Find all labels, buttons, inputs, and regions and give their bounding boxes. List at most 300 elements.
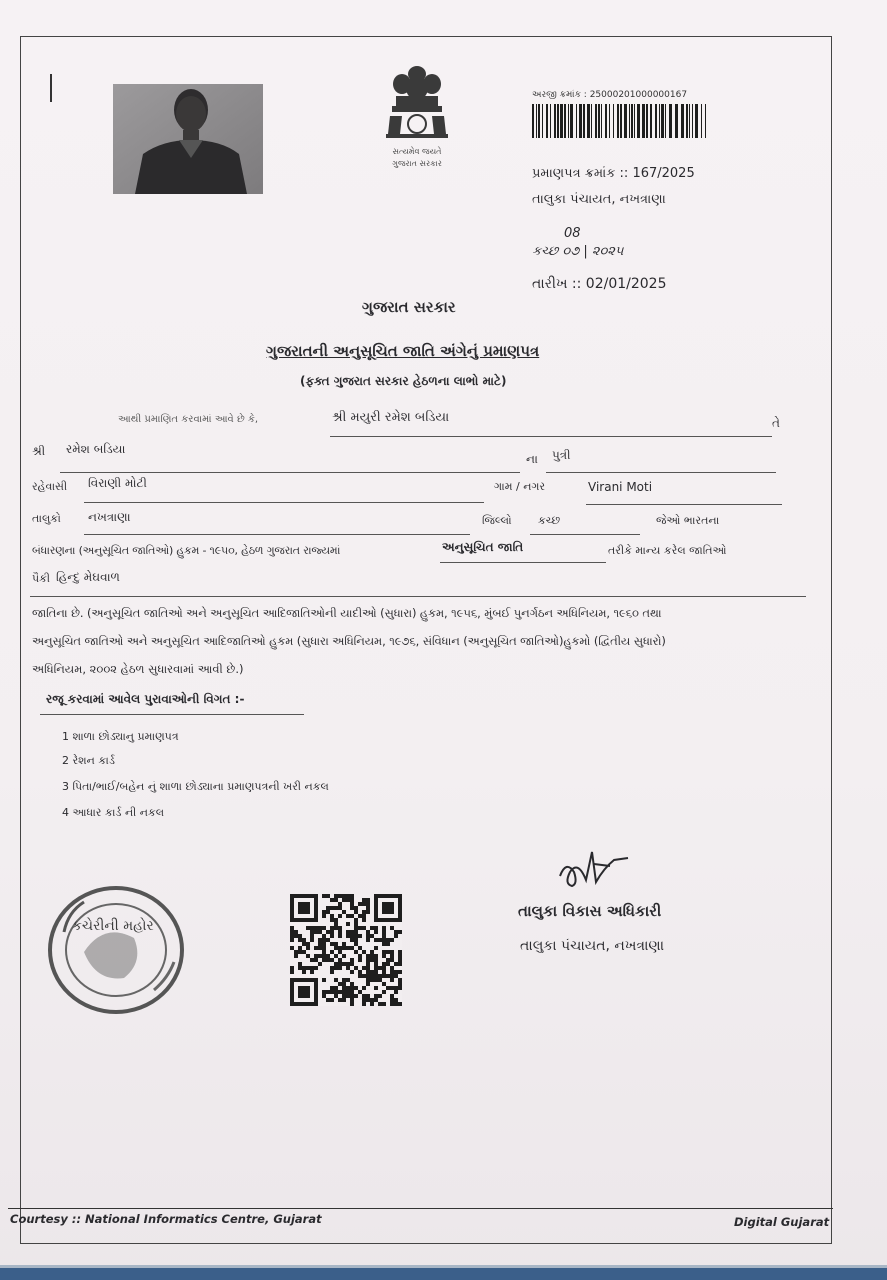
qr-module — [350, 914, 354, 918]
father-underline — [60, 472, 520, 473]
qr-module — [354, 918, 358, 922]
qr-module — [398, 986, 402, 990]
barcode-bar — [560, 104, 563, 138]
qr-module — [338, 926, 342, 930]
qr-module — [370, 970, 374, 974]
qr-module — [382, 950, 386, 954]
qr-module — [366, 898, 370, 902]
qr-module — [354, 922, 358, 926]
qr-module — [302, 942, 306, 946]
barcode-bar — [564, 104, 566, 138]
qr-module — [398, 950, 402, 954]
qr-module — [298, 950, 302, 954]
qr-module — [382, 930, 386, 934]
qr-module — [378, 966, 382, 970]
qr-module — [350, 994, 354, 998]
qr-module — [330, 930, 334, 934]
barcode-bar — [686, 104, 688, 138]
qr-module — [342, 894, 346, 898]
barcode-bar — [669, 104, 672, 138]
qr-module — [330, 934, 334, 938]
qr-module — [370, 950, 374, 954]
qr-module — [358, 990, 362, 994]
gam-label: ગામ / નગર — [494, 480, 546, 493]
qr-module — [382, 938, 386, 942]
qr-module — [334, 990, 338, 994]
qr-module — [330, 926, 334, 930]
qr-module — [398, 978, 402, 982]
qr-module — [374, 998, 378, 1002]
qr-module — [374, 938, 378, 942]
qr-module — [330, 898, 334, 902]
qr-module — [334, 994, 338, 998]
qr-module — [358, 974, 362, 978]
barcode-bar — [675, 104, 678, 138]
qr-module — [334, 954, 338, 958]
qr-module — [346, 934, 350, 938]
applicant-name: શ્રી મયુરી રમેશ બડિયા — [332, 410, 450, 425]
qr-module — [386, 942, 390, 946]
barcode-bar — [595, 104, 597, 138]
taluka-label: તાલુકો — [32, 512, 61, 525]
qr-module — [330, 990, 334, 994]
qr-module — [338, 958, 342, 962]
qr-module — [350, 982, 354, 986]
emblem-caption-govt: ગુજરાત સરકાર — [392, 159, 442, 168]
barcode-bar — [665, 104, 666, 138]
qr-module — [322, 950, 326, 954]
qr-module — [314, 946, 318, 950]
qr-module — [302, 970, 306, 974]
qr-module — [342, 986, 346, 990]
qr-module — [346, 914, 350, 918]
qr-module — [314, 958, 318, 962]
qr-module — [398, 1002, 402, 1006]
qr-module — [374, 966, 378, 970]
qr-module — [290, 934, 294, 938]
qr-module — [370, 934, 374, 938]
barcode-bar — [661, 104, 664, 138]
applicant-photo — [113, 84, 263, 194]
issuing-office: તાલુકા પંચાયત, નખત્રાણા — [532, 192, 666, 207]
qr-module — [350, 902, 354, 906]
qr-module — [342, 954, 346, 958]
qr-module — [330, 950, 334, 954]
qr-module — [330, 958, 334, 962]
qr-module — [342, 946, 346, 950]
qr-module — [350, 930, 354, 934]
qr-module — [326, 910, 330, 914]
qr-module — [350, 934, 354, 938]
qr-module — [334, 966, 338, 970]
qr-module — [354, 966, 358, 970]
qr-module — [330, 970, 334, 974]
qr-module — [350, 906, 354, 910]
qr-module — [330, 918, 334, 922]
qr-module — [390, 966, 394, 970]
barcode-bar — [705, 104, 706, 138]
qr-module — [354, 986, 358, 990]
qr-module — [322, 946, 326, 950]
handwritten-number: કચ્છ ૦૭ | ૨૦૨૫ — [532, 244, 624, 259]
qr-module — [294, 930, 298, 934]
qr-module — [394, 930, 398, 934]
qr-module — [350, 962, 354, 966]
barcode-bar — [570, 104, 573, 138]
qr-module — [326, 958, 330, 962]
qr-module — [290, 930, 294, 934]
qr-module — [390, 994, 394, 998]
qr-module — [386, 958, 390, 962]
qr-module — [290, 966, 294, 970]
qr-module — [338, 934, 342, 938]
certificate-subtitle: (ફક્ત ગુજરાત સરકાર હેઠળના લાભો માટે) — [300, 374, 507, 388]
caste-underline — [30, 596, 806, 597]
qr-module — [362, 918, 366, 922]
qr-module — [394, 998, 398, 1002]
barcode-bar — [701, 104, 702, 138]
barcode-bar — [642, 104, 645, 138]
qr-module — [334, 942, 338, 946]
qr-module — [366, 978, 370, 982]
qr-module — [362, 902, 366, 906]
qr-module — [330, 914, 334, 918]
qr-module — [342, 998, 346, 1002]
barcode-bar — [624, 104, 627, 138]
qr-module — [342, 898, 346, 902]
qr-module — [398, 970, 402, 974]
qr-module — [298, 962, 302, 966]
district-underline — [530, 534, 640, 535]
qr-module — [306, 926, 310, 930]
qr-module — [326, 998, 330, 1002]
qr-module — [366, 966, 370, 970]
qr-module — [370, 1002, 374, 1006]
qr-module — [330, 942, 334, 946]
qr-module — [322, 978, 326, 982]
qr-module — [394, 1002, 398, 1006]
qr-module — [382, 962, 386, 966]
qr-module — [350, 946, 354, 950]
qr-module — [362, 974, 366, 978]
qr-module — [394, 962, 398, 966]
qr-module — [390, 978, 394, 982]
qr-module — [390, 958, 394, 962]
qr-module — [370, 974, 374, 978]
qr-module — [334, 922, 338, 926]
qr-module — [346, 898, 350, 902]
barcode-bar — [646, 104, 648, 138]
qr-module — [334, 926, 338, 930]
qr-module — [374, 930, 378, 934]
qr-module — [386, 974, 390, 978]
qr-module — [362, 910, 366, 914]
qr-module — [374, 954, 378, 958]
qr-finder — [382, 902, 394, 914]
taluka-underline — [84, 534, 470, 535]
barcode-bar — [568, 104, 569, 138]
barcode-bar — [681, 104, 684, 138]
qr-module — [382, 926, 386, 930]
category-underline — [440, 562, 606, 563]
national-emblem-icon — [372, 62, 462, 177]
qr-module — [314, 930, 318, 934]
qr-module — [386, 986, 390, 990]
qr-module — [326, 938, 330, 942]
qr-module — [322, 926, 326, 930]
father-name: રમેશ બડિયા — [66, 442, 126, 456]
qr-module — [394, 986, 398, 990]
qr-module — [370, 978, 374, 982]
qr-module — [390, 974, 394, 978]
qr-module — [366, 906, 370, 910]
qr-module — [318, 954, 322, 958]
qr-module — [354, 950, 358, 954]
barcode-bar — [576, 104, 577, 138]
officer-office: તાલુકા પંચાયત, નખત્રાણા — [520, 938, 665, 954]
qr-module — [334, 906, 338, 910]
qr-module — [318, 938, 322, 942]
qr-module — [386, 938, 390, 942]
evidence-item: 2 રેશન કાર્ડ — [62, 754, 115, 767]
qr-module — [310, 958, 314, 962]
desk-surface — [0, 1268, 887, 1280]
qr-module — [362, 926, 366, 930]
evidence-item: 1 શાળા છોડ્યાનુ પ્રમાણપત્ર — [62, 730, 179, 743]
emblem-caption-motto: સત્યમેવ જયતે — [392, 147, 442, 156]
digital-gujarat-label: Digital Gujarat — [734, 1215, 830, 1229]
qr-module — [390, 954, 394, 958]
qr-module — [314, 954, 318, 958]
qr-module — [378, 974, 382, 978]
qr-module — [394, 990, 398, 994]
qr-module — [302, 938, 306, 942]
qr-module — [310, 938, 314, 942]
certificate-number: પ્રમાણપત્ર ક્રમાંક :: 167/2025 — [532, 166, 695, 181]
barcode-bar — [532, 104, 534, 138]
qr-module — [322, 894, 326, 898]
qr-module — [398, 962, 402, 966]
qr-module — [290, 926, 294, 930]
qr-module — [366, 994, 370, 998]
qr-finder — [298, 986, 310, 998]
margin-mark — [50, 74, 52, 102]
qr-module — [370, 954, 374, 958]
qr-module — [298, 966, 302, 970]
qr-module — [358, 958, 362, 962]
qr-module — [374, 958, 378, 962]
qr-module — [322, 994, 326, 998]
barcode-bar — [631, 104, 633, 138]
qr-module — [366, 970, 370, 974]
qr-module — [382, 1002, 386, 1006]
qr-module — [302, 966, 306, 970]
barcode-bar — [617, 104, 619, 138]
qr-module — [298, 946, 302, 950]
qr-module — [342, 942, 346, 946]
govt-title: ગુજરાત સરકાર — [362, 298, 456, 316]
qr-module — [334, 986, 338, 990]
application-number: અરજી ક્રમાંક : 25000201000000167 — [532, 90, 688, 100]
qr-module — [306, 946, 310, 950]
na-word: ના — [526, 452, 538, 466]
qr-module — [318, 962, 322, 966]
qr-module — [318, 930, 322, 934]
qr-module — [302, 950, 306, 954]
caste-category: અનુસૂચિત જાતિ — [442, 540, 524, 554]
relation: પુત્રી — [552, 448, 571, 462]
caste-name: હિન્દુ મેઘવાળ — [56, 570, 120, 584]
barcode-bar — [598, 104, 600, 138]
qr-module — [354, 926, 358, 930]
evidence-heading-underline — [40, 714, 304, 715]
qr-module — [362, 950, 366, 954]
barcode-bar — [609, 104, 610, 138]
qr-module — [398, 982, 402, 986]
district-label: જિલ્લો — [482, 514, 512, 527]
village-english: Virani Moti — [588, 480, 653, 494]
qr-module — [382, 966, 386, 970]
qr-code — [290, 894, 402, 1006]
qr-module — [326, 954, 330, 958]
name-underline — [330, 436, 772, 437]
qr-module — [338, 990, 342, 994]
qr-module — [342, 994, 346, 998]
qr-module — [338, 914, 342, 918]
qr-module — [326, 894, 330, 898]
qr-module — [358, 970, 362, 974]
qr-module — [370, 926, 374, 930]
qr-module — [366, 910, 370, 914]
qr-module — [390, 986, 394, 990]
qr-module — [370, 998, 374, 1002]
qr-module — [326, 930, 330, 934]
qr-module — [366, 902, 370, 906]
qr-module — [354, 930, 358, 934]
qr-module — [378, 1002, 382, 1006]
qr-module — [382, 990, 386, 994]
footer-rule — [8, 1208, 833, 1209]
qr-module — [322, 910, 326, 914]
qr-module — [306, 954, 310, 958]
officer-signature — [552, 842, 632, 894]
qr-module — [310, 966, 314, 970]
barcode-bar — [591, 104, 592, 138]
qr-module — [346, 994, 350, 998]
qr-module — [358, 934, 362, 938]
qr-module — [294, 934, 298, 938]
qr-module — [382, 970, 386, 974]
qr-finder — [298, 902, 310, 914]
te-word: તે — [772, 416, 780, 430]
qr-module — [338, 902, 342, 906]
qr-module — [310, 930, 314, 934]
qr-module — [290, 938, 294, 942]
barcode-bar — [601, 104, 602, 138]
barcode-bar — [550, 104, 551, 138]
qr-module — [290, 946, 294, 950]
qr-module — [358, 914, 362, 918]
barcode-bar — [613, 104, 614, 138]
qr-module — [370, 958, 374, 962]
qr-module — [322, 934, 326, 938]
shri-prefix: શ્રી — [32, 444, 46, 458]
barcode — [532, 104, 710, 138]
barcode-bar — [557, 104, 559, 138]
qr-module — [350, 898, 354, 902]
qr-module — [322, 958, 326, 962]
qr-module — [330, 986, 334, 990]
qr-module — [334, 894, 338, 898]
qr-module — [338, 930, 342, 934]
qr-module — [366, 998, 370, 1002]
qr-module — [346, 946, 350, 950]
qr-module — [354, 910, 358, 914]
qr-module — [378, 938, 382, 942]
qr-module — [326, 906, 330, 910]
evidence-item: 3 પિતા/ભાઈ/બહેન નું શાળા છોડ્યાના પ્રમાણપત્રની ખરી નકલ — [62, 780, 329, 793]
qr-module — [338, 894, 342, 898]
taluka-value: નખત્રાણા — [88, 510, 131, 524]
qr-module — [342, 962, 346, 966]
qr-module — [350, 958, 354, 962]
qr-module — [386, 950, 390, 954]
village-eng-underline — [586, 504, 782, 505]
barcode-bar — [538, 104, 540, 138]
qr-module — [378, 994, 382, 998]
qr-module — [334, 918, 338, 922]
barcode-bar — [655, 104, 657, 138]
qr-module — [358, 954, 362, 958]
barcode-bar — [542, 104, 543, 138]
qr-module — [382, 934, 386, 938]
qr-module — [342, 990, 346, 994]
qr-module — [350, 894, 354, 898]
qr-module — [346, 962, 350, 966]
officer-designation: તાલુકા વિકાસ અધિકારી — [518, 902, 662, 920]
barcode-bar — [695, 104, 698, 138]
qr-module — [310, 970, 314, 974]
qr-module — [390, 950, 394, 954]
barcode-bar — [689, 104, 690, 138]
qr-module — [342, 910, 346, 914]
qr-module — [382, 954, 386, 958]
qr-module — [342, 978, 346, 982]
qr-module — [354, 906, 358, 910]
office-seal-stamp — [44, 882, 184, 1017]
evidence-heading: રજૂ કરવામાં આવેલ પુરાવાઓની વિગત :- — [46, 692, 245, 706]
qr-module — [366, 930, 370, 934]
barcode-bar — [634, 104, 635, 138]
relation-underline — [546, 472, 776, 473]
qr-module — [334, 898, 338, 902]
qr-module — [346, 966, 350, 970]
qr-module — [318, 926, 322, 930]
qr-module — [362, 1002, 366, 1006]
qr-module — [298, 938, 302, 942]
qr-module — [354, 934, 358, 938]
qr-module — [346, 930, 350, 934]
qr-module — [318, 946, 322, 950]
qr-module — [390, 938, 394, 942]
qr-module — [362, 998, 366, 1002]
barcode-bar — [554, 104, 556, 138]
qr-module — [330, 966, 334, 970]
qr-module — [346, 990, 350, 994]
qr-module — [382, 982, 386, 986]
resident-label: રહેવાસી — [32, 480, 68, 493]
qr-module — [382, 942, 386, 946]
